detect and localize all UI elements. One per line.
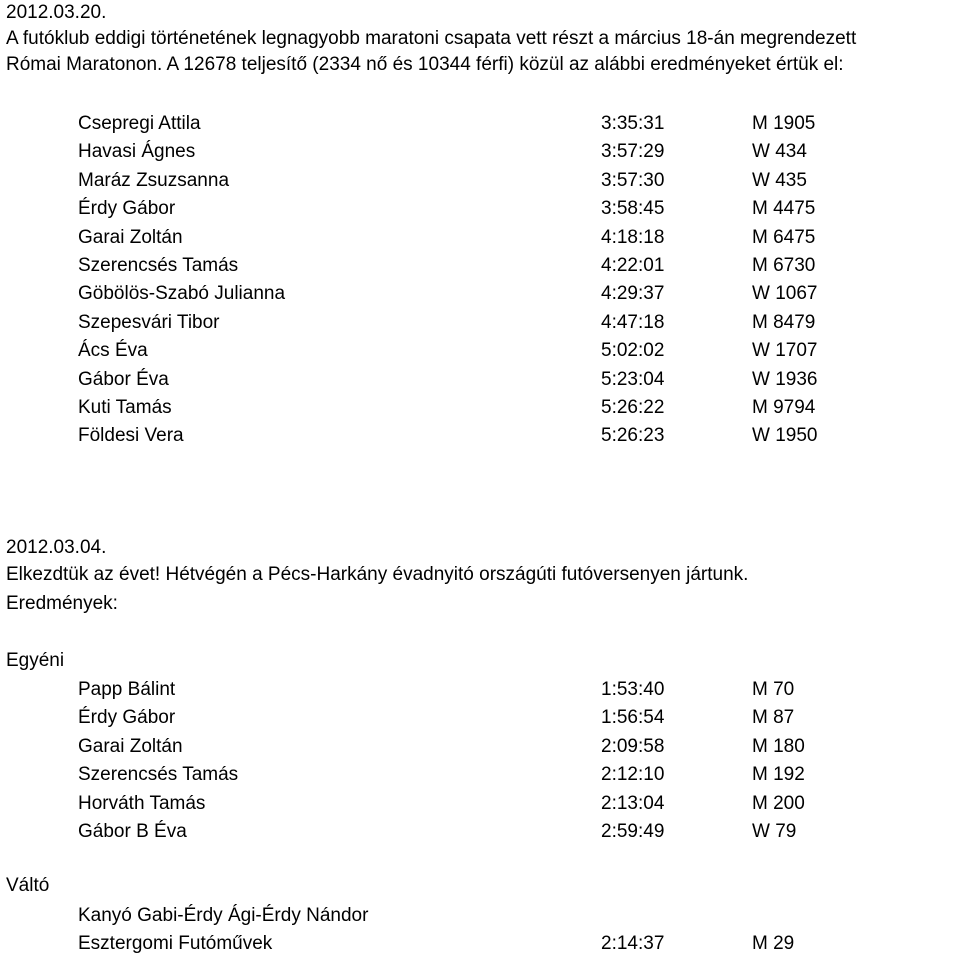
result-time: 5:23:04	[601, 368, 665, 390]
result-place: M 6475	[752, 226, 816, 248]
result-time: 3:57:29	[601, 141, 665, 163]
result-name: Érdy Gábor	[78, 198, 176, 220]
result-place: M 70	[752, 679, 795, 700]
result-time: 4:29:37	[601, 283, 665, 305]
result-time: 2:12:10	[601, 764, 665, 786]
result-name: Szerencsés Tamás	[78, 254, 239, 276]
result-place: M 87	[752, 707, 795, 729]
result-name: Havasi Ágnes	[78, 141, 196, 163]
result-time: 2:09:58	[601, 735, 665, 757]
result-place: M 200	[752, 792, 805, 814]
relay-members: Kanyó Gabi-Érdy Ági-Érdy Nándor	[78, 905, 369, 926]
result-name: Csepregi Attila	[78, 113, 201, 134]
result-time: 3:35:31	[601, 113, 665, 134]
result-name: Esztergomi Futóművek	[78, 933, 273, 955]
result-time: 5:26:22	[601, 396, 665, 418]
result-name: Horváth Tamás	[78, 792, 206, 814]
result-name: Garai Zoltán	[78, 735, 183, 757]
result-name: Garai Zoltán	[78, 226, 183, 248]
individual-label: Egyéni	[6, 650, 65, 671]
result-place: W 1707	[752, 340, 818, 362]
result-place: W 434	[752, 141, 807, 163]
result-time: 3:57:30	[601, 169, 665, 191]
result-name: Göbölös-Szabó Julianna	[78, 283, 286, 305]
result-name: Érdy Gábor	[78, 707, 176, 729]
result-place: W 79	[752, 820, 797, 842]
result-name: Kuti Tamás	[78, 396, 172, 418]
news-text-line-4: Eredmények:	[6, 593, 118, 614]
result-place: W 1950	[752, 425, 818, 447]
result-place: W 435	[752, 169, 807, 191]
result-place: M 4475	[752, 198, 816, 220]
result-time: 4:47:18	[601, 311, 665, 333]
result-place: W 1936	[752, 368, 818, 390]
result-time: 3:58:45	[601, 198, 665, 220]
result-name: Gábor Éva	[78, 368, 169, 390]
result-place: M 180	[752, 735, 805, 757]
result-place: M 192	[752, 764, 805, 786]
news-text-line-2: Római Maratonon. A 12678 teljesítő (2334 nő és 10344 férfi) közül az alábbi eredményeket értük el:	[6, 54, 844, 75]
result-name: Gábor B Éva	[78, 820, 187, 842]
news-date-1: 2012.03.20.	[6, 2, 107, 23]
result-time: 2:59:49	[601, 820, 665, 842]
result-name: Ács Éva	[78, 340, 148, 362]
result-time: 2:14:37	[601, 933, 665, 955]
result-name: Szepesvári Tibor	[78, 311, 220, 333]
result-place: M 1905	[752, 113, 816, 134]
result-time: 5:02:02	[601, 340, 665, 362]
result-name: Földesi Vera	[78, 425, 184, 447]
result-place: M 6730	[752, 254, 816, 276]
news-text-line-1: A futóklub eddigi történetének legnagyobb maratoni csapata vett részt a március 18-án megrendezett	[6, 28, 857, 49]
result-name: Papp Bálint	[78, 679, 176, 700]
result-time: 5:26:23	[601, 425, 665, 447]
relay-label: Váltó	[6, 875, 50, 896]
result-time: 2:13:04	[601, 792, 665, 814]
news-text-line-3: Elkezdtük az évet! Hétvégén a Pécs-Harkány évadnyitó országúti futóversenyen jártunk.	[6, 564, 749, 585]
result-name: Maráz Zsuzsanna	[78, 169, 230, 191]
result-time: 1:53:40	[601, 679, 665, 700]
result-place: W 1067	[752, 283, 818, 305]
result-place: M 8479	[752, 311, 816, 333]
result-place: M 29	[752, 933, 795, 955]
news-date-2: 2012.03.04.	[6, 537, 107, 558]
result-name: Szerencsés Tamás	[78, 764, 239, 786]
result-place: M 9794	[752, 396, 816, 418]
result-time: 4:22:01	[601, 254, 665, 276]
result-time: 4:18:18	[601, 226, 665, 248]
result-time: 1:56:54	[601, 707, 665, 729]
